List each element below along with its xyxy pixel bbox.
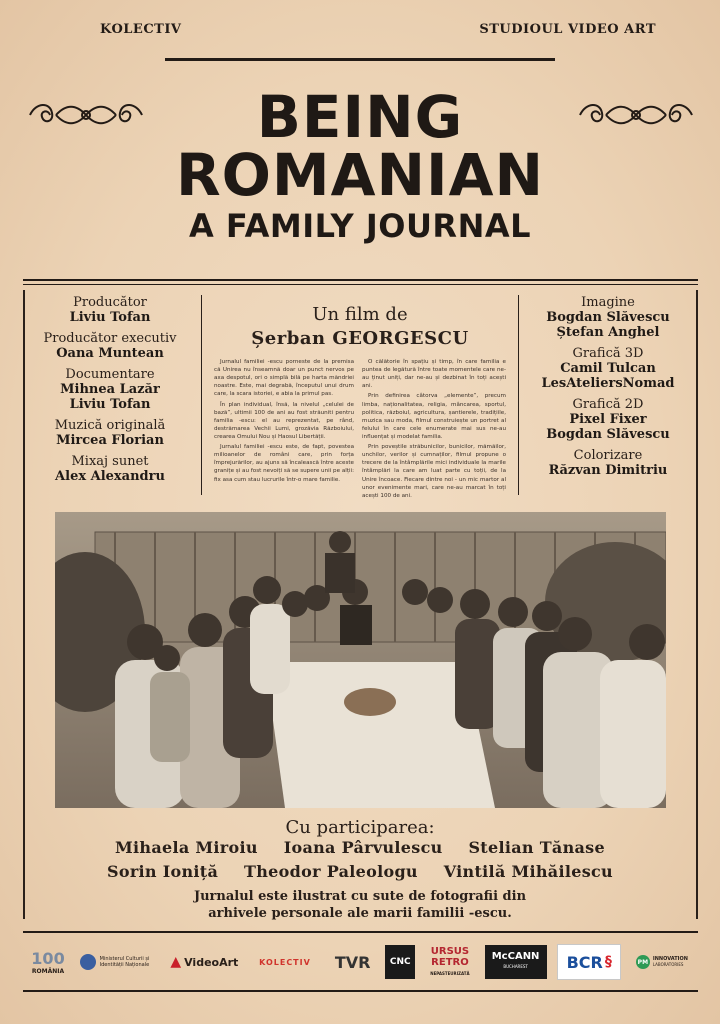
credit-role: Muzică originală — [54, 418, 166, 433]
innovation-mark-text: PM — [637, 958, 649, 966]
archive-note-line-2: arhivele personale ale marii familii -escu. — [208, 906, 512, 921]
cast-row-2 — [0, 862, 720, 881]
title-rule-thin — [23, 284, 698, 285]
videoart-text: VideoArt — [184, 955, 239, 969]
header-rule — [165, 58, 555, 61]
cast-row-1 — [0, 838, 720, 857]
credit-role: Producător executiv — [43, 331, 177, 346]
article-paragraph: O călătorie în spațiu și timp, în care familia e puntea de legătură între toate momentele care ne-au ținut uniți, dar ne-au și dezbinat în toți acești ani. — [362, 359, 506, 390]
producer-company-label: KOLECTIV — [100, 22, 182, 37]
bcr-logo — [557, 944, 621, 980]
credit-name: LesAteliersNomad — [541, 376, 675, 391]
cnc-text: CNC — [389, 957, 411, 967]
ministry-text: Ministerul Culturii și Identității Naționale — [99, 956, 150, 968]
title-line-1: BEING — [256, 83, 464, 151]
mccann-text: McCANN — [491, 951, 540, 962]
article-paragraph: Prin poveștile străbunicilor, bunicilor, mămăilor, unchilor, verilor și cumnaților, filmul propune o trecere de la întâmplările mici individuale la marile întâmplări la care am luat parte cu toții, de la Unire încoace. Fiecare dintre noi - un mic martor al unor evenimente mari, care ne-au marcat în toți acești 100 de ani. — [362, 444, 506, 499]
footer-rule-bottom — [23, 990, 698, 992]
ursus-text: URSUS — [430, 945, 470, 957]
credit-role: Grafică 2D — [572, 397, 644, 412]
credit-name: Mihnea Lazăr — [60, 382, 160, 397]
column-divider-right — [518, 295, 519, 495]
romania-100-text: ROMÂNIA — [31, 968, 65, 975]
credit-name: Alex Alexandru — [55, 469, 165, 484]
participation-title: Cu participarea: — [285, 817, 435, 838]
credit-name: Bogdan Slăvescu — [546, 310, 670, 325]
bcr-text: BCR — [566, 952, 603, 972]
article-paragraph: În plan individual, însă, la nivelul „celulei de bază”, ultimii 100 de ani au fost străuniti pentru familia -escu: el au reprezentat, pe rând, destrămarea Vechii Lumi, grozăvia Războiului, crearea Omului Nou și Haosul Libertății. — [214, 401, 354, 440]
film-by-label: Un film de — [312, 304, 408, 325]
cast-name: Sorin Ioniță — [107, 862, 219, 881]
innovation-line-1: INNOVATION — [652, 956, 688, 962]
article-paragraph: Jurnalul familiei -escu porneste de la premisa că Unirea nu înseamnă doar un punct nervos pe axa despotul, ori o simplă bilă pe harta măndriei noastre. Este, mai degrabă, începutul unui drum care, la scara istoriei, e abia la primul pas. — [214, 359, 354, 398]
credit-name: Liviu Tofan — [69, 397, 151, 412]
director-name: Șerban GEORGESCU — [251, 328, 469, 349]
title-line-2: ROMANIAN — [175, 141, 545, 209]
tvr-logo — [331, 945, 375, 979]
subtitle: A FAMILY JOURNAL — [189, 207, 531, 245]
credit-role: Imagine — [581, 295, 635, 310]
bcr-mark-icon: § — [604, 954, 612, 970]
credits-right-column — [528, 295, 688, 478]
innovation-line-2: LABORATORIES — [652, 962, 684, 967]
ursus-sub-text: NEPASTEURIZATĂ — [430, 970, 470, 976]
innovation-text — [653, 956, 688, 968]
tvr-text: TVR — [334, 952, 371, 972]
mccann-logo — [485, 945, 547, 979]
credit-role: Mixaj sunet — [71, 454, 149, 469]
ursus-retro-logo — [426, 945, 474, 979]
studio-label: STUDIOUL VIDEO ART — [479, 22, 656, 37]
family-photo-illustration — [55, 512, 666, 808]
credit-name: Pixel Fixer — [569, 412, 647, 427]
videoart-mark-icon: ▲ — [170, 954, 182, 970]
credit-name: Camil Tulcan — [560, 361, 656, 376]
credit-name: Oana Muntean — [56, 346, 164, 361]
article-right — [362, 358, 506, 502]
cast-name: Stelian Tănase — [468, 838, 605, 857]
title-rule — [23, 279, 698, 281]
credit-name: Mircea Florian — [56, 433, 164, 448]
archive-note-line-1: Jurnalul este ilustrat cu sute de fotografii din — [193, 889, 527, 904]
article-left — [214, 358, 354, 486]
footer-rule-top — [23, 931, 698, 933]
innovation-mark-icon — [636, 955, 650, 969]
credit-name: Bogdan Slăvescu — [546, 427, 670, 442]
mccann-sub-text: BUCHAREST — [503, 964, 528, 969]
article-paragraph: Prin definirea câtorva „elemente”, precum limba, naționalitatea, religia, mâncarea, sportul, politica, războiul, agricultura, șantierele, tradițiile, muzica sau moda, filmul construiește un portret al felului în care cele enumerate mai sus ne-au influențat și modelat familia. — [362, 393, 506, 440]
videoart-logo — [169, 945, 239, 979]
cast-name: Ioana Pârvulescu — [283, 838, 443, 857]
ministry-logo — [79, 945, 159, 979]
retro-text: RETRO — [431, 956, 469, 968]
credits-left-column — [30, 295, 190, 484]
credit-role: Grafică 3D — [572, 346, 644, 361]
credit-name: Răzvan Dimitriu — [548, 463, 668, 478]
family-photo — [55, 512, 666, 808]
innovation-labs-logo — [632, 945, 692, 979]
cast-name: Mihaela Miroiu — [115, 838, 258, 857]
sponsor-logos — [28, 939, 692, 985]
credit-name: Ștefan Anghel — [556, 325, 660, 340]
cast-name: Theodor Paleologu — [244, 862, 418, 881]
kolectiv-logo: KOLECTIV — [259, 957, 311, 967]
romania-100-number: 100 — [31, 949, 65, 968]
credit-name: Liviu Tofan — [69, 310, 151, 325]
column-divider-left — [201, 295, 202, 495]
romania-100-logo — [28, 945, 68, 979]
cnc-logo — [385, 945, 415, 979]
ministry-seal-icon — [80, 954, 96, 970]
credit-role: Documentare — [65, 367, 155, 382]
cast-name: Vintilă Mihăilescu — [443, 862, 613, 881]
credit-role: Colorizare — [573, 448, 643, 463]
article-paragraph: Jurnalul familiei -escu este, de fapt, povestea milioanelor de români care, prin forța împrejurărilor, au ajuns să încalească între aceste granițe și au fost nevoiți să se supere unii pe alții: fix asa cum stau lucrurile într-o mare familie. — [214, 444, 354, 483]
credit-role: Producător — [73, 295, 147, 310]
